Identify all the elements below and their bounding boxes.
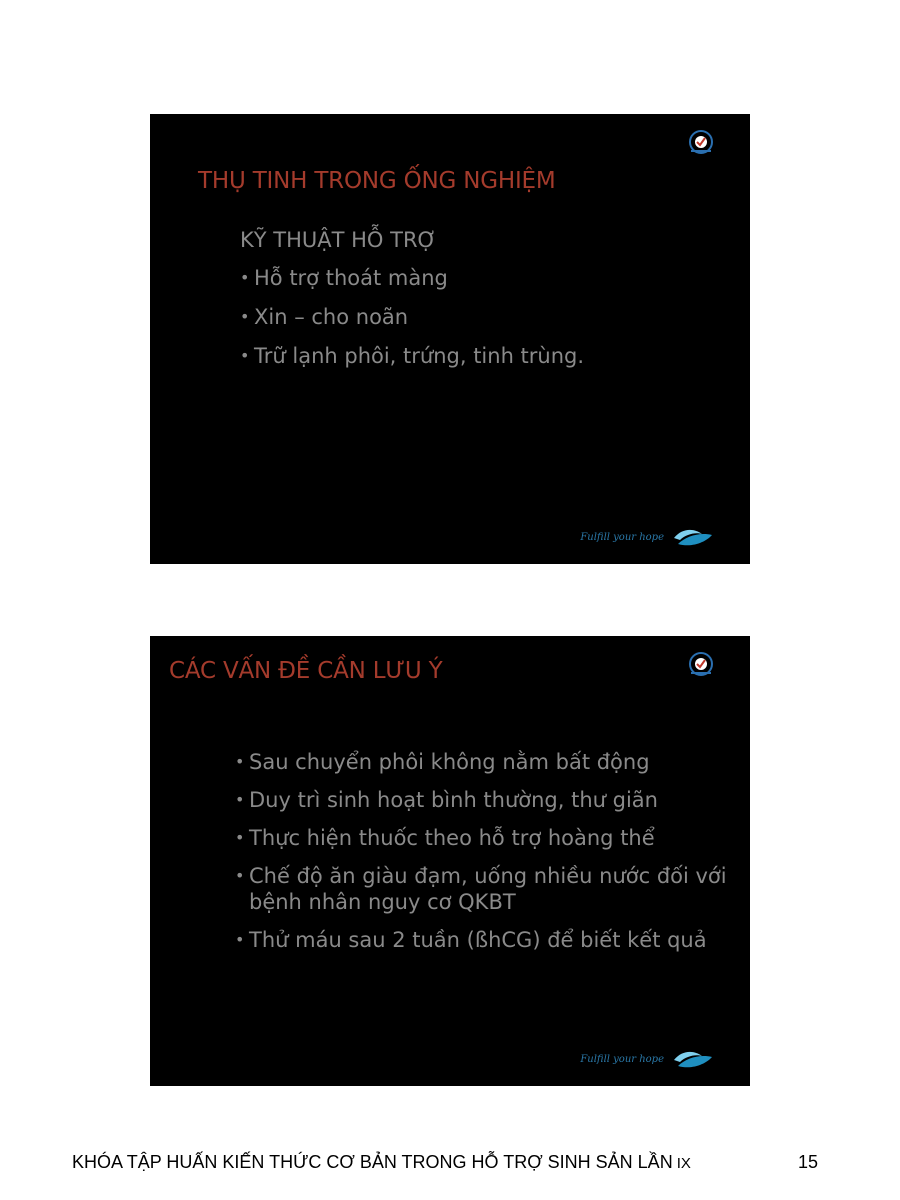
- list-item: [235, 749, 735, 775]
- slide-title: THỤ TINH TRONG ỐNG NGHIỆM: [198, 168, 556, 194]
- bullet-icon: •: [235, 828, 245, 847]
- bullet-text: Thử máu sau 2 tuần (ßhCG) để biết kết quả: [249, 928, 707, 952]
- slide-title: CÁC VẤN ĐỀ CẦN LƯU Ý: [169, 658, 443, 684]
- bullet-icon: •: [240, 346, 250, 365]
- bullet-icon: •: [240, 307, 250, 326]
- brand-footer: [580, 1048, 714, 1070]
- brand-footer: [580, 526, 714, 548]
- blue-wave-logo-icon: [672, 526, 714, 548]
- slide-2: [150, 636, 750, 1086]
- bullet-text: Sau chuyển phôi không nằm bất động: [249, 750, 650, 774]
- bullet-text: Thực hiện thuốc theo hỗ trợ hoàng thể: [249, 826, 655, 850]
- list-item: [235, 863, 735, 915]
- bullet-text: Hỗ trợ thoát màng: [254, 266, 448, 290]
- list-item: [235, 787, 735, 813]
- list-item: [240, 343, 584, 369]
- bullet-text: Duy trì sinh hoạt bình thường, thư giãn: [249, 788, 658, 812]
- list-item: [240, 304, 584, 330]
- list-item: [235, 825, 735, 851]
- page-number: 15: [798, 1152, 819, 1172]
- bullet-text: Chế độ ăn giàu đạm, uống nhiều nước đối với bệnh nhân nguy cơ QKBT: [249, 864, 727, 914]
- slide-1: [150, 114, 750, 564]
- hospital-logo-icon: [688, 129, 714, 155]
- bullet-list: [235, 749, 735, 965]
- hospital-logo-icon: [688, 651, 714, 677]
- blue-wave-logo-icon: [672, 1048, 714, 1070]
- course-session: IX: [676, 1155, 691, 1172]
- list-item: [235, 927, 735, 953]
- bullet-icon: •: [235, 790, 245, 809]
- slide-subheading: KỸ THUẬT HỖ TRỢ: [240, 228, 437, 252]
- course-title: KHÓA TẬP HUẤN KIẾN THỨC CƠ BẢN TRONG HỖ TRỢ SINH SẢN LẦN: [72, 1152, 673, 1172]
- list-item: [240, 265, 584, 291]
- bullet-icon: •: [235, 752, 245, 771]
- bullet-text: Xin – cho noãn: [254, 305, 409, 329]
- brand-tagline: Fulfill your hope: [580, 1053, 664, 1065]
- bullet-list: [240, 265, 584, 382]
- bullet-icon: •: [235, 866, 245, 885]
- bullet-icon: •: [240, 268, 250, 287]
- bullet-text: Trữ lạnh phôi, trứng, tinh trùng.: [254, 344, 585, 368]
- brand-tagline: Fulfill your hope: [580, 531, 664, 543]
- course-footer: [72, 1152, 691, 1173]
- bullet-icon: •: [235, 930, 245, 949]
